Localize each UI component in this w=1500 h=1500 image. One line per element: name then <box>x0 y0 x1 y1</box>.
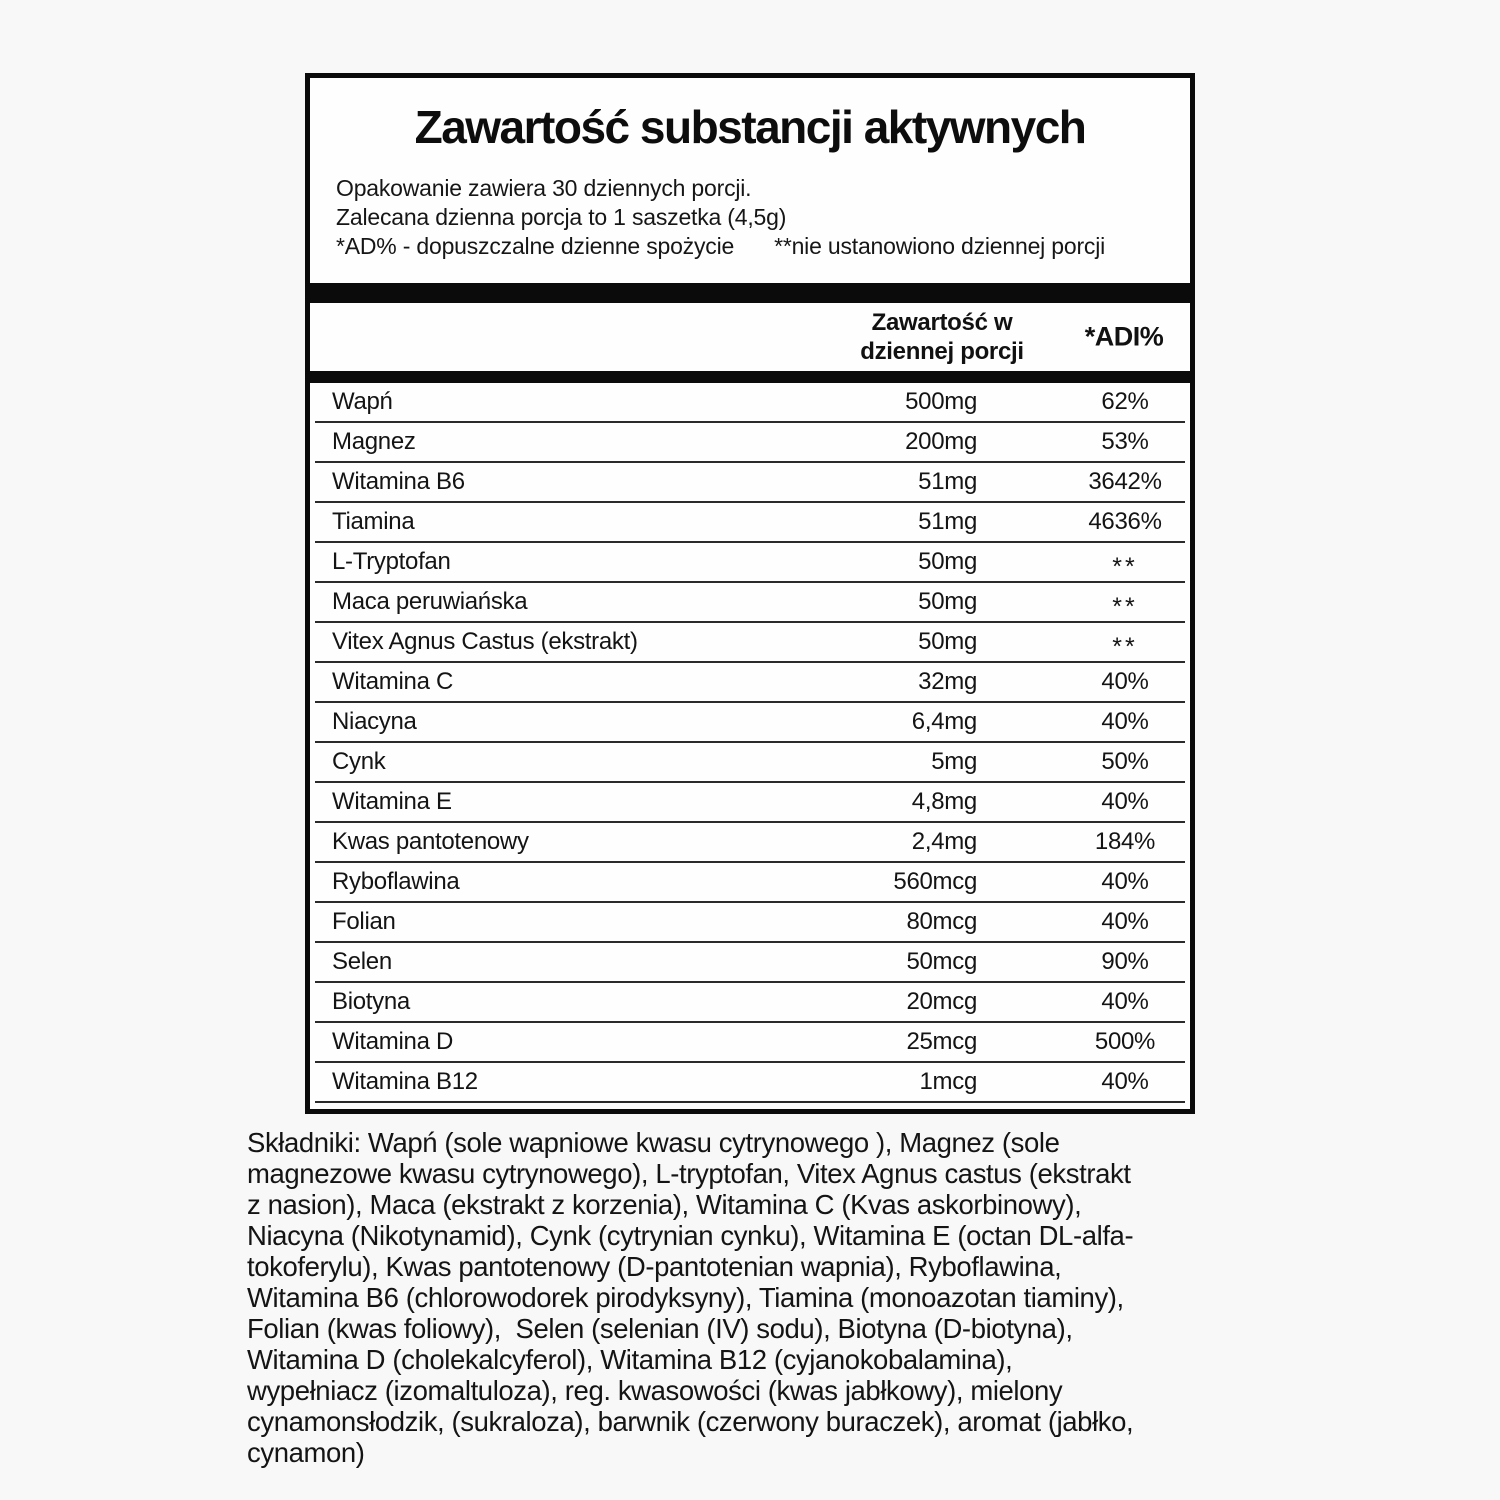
nutrient-amount: 50mcg <box>906 948 977 975</box>
nutrient-amount: 6,4mg <box>911 708 977 735</box>
ingredients-line: Folian (kwas foliowy), Selen (selenian (IV) sodu), Biotyna (D-biotyna), <box>247 1313 1073 1344</box>
nutrient-adi: 184% <box>1094 828 1156 855</box>
nutrient-adi: 40% <box>1101 668 1149 695</box>
table-row <box>315 783 1185 823</box>
table-row <box>315 903 1185 943</box>
nutrient-name: Witamina B6 <box>332 468 465 495</box>
servings-per-pack-line: Opakowanie zawiera 30 dziennych porcji. <box>336 175 752 201</box>
nutrient-adi: 40% <box>1101 908 1149 935</box>
nutrient-adi: 90% <box>1101 948 1149 975</box>
nutrient-name: Magnez <box>332 428 416 455</box>
nutrient-adi: 62% <box>1101 388 1149 415</box>
nutrient-amount: 50mg <box>918 588 977 615</box>
nutrient-table-body <box>315 383 1185 1103</box>
nutrient-name: Witamina D <box>332 1028 454 1055</box>
nutrient-adi: ** <box>1112 632 1138 661</box>
panel-title: Zawartość substancji aktywnych <box>414 101 1086 153</box>
nutrient-name: Witamina E <box>332 788 452 815</box>
nutrient-adi: 40% <box>1101 788 1149 815</box>
nutrient-adi: 4636% <box>1088 508 1162 535</box>
table-row <box>315 983 1185 1023</box>
nutrient-name: Biotyna <box>332 988 410 1015</box>
nutrient-amount: 2,4mg <box>911 828 977 855</box>
divider-bar-header <box>310 371 1190 383</box>
table-row <box>315 823 1185 863</box>
table-header <box>310 303 1190 371</box>
nutrient-adi: 40% <box>1101 988 1149 1015</box>
ingredients-line: magnezowe kwasu cytrynowego), L-tryptofan, Vitex Agnus castus (ekstrakt <box>247 1158 1131 1189</box>
table-row <box>315 1063 1185 1103</box>
table-row <box>315 503 1185 543</box>
table-row <box>315 463 1185 503</box>
footnote-adi: *AD% - dopuszczalne dzienne spożycie <box>336 233 735 259</box>
nutrient-amount: 50mg <box>918 548 977 575</box>
ingredients-line: cynamon) <box>247 1437 365 1468</box>
nutrient-amount: 1mcg <box>919 1068 977 1095</box>
nutrient-adi: 500% <box>1094 1028 1156 1055</box>
nutrient-amount: 560mcg <box>893 868 977 895</box>
nutrient-amount: 5mg <box>931 748 977 775</box>
nutrient-name: Ryboflawina <box>332 868 460 895</box>
ingredients-line: wypełniacz (izomaltuloza), reg. kwasowości (kwas jabłkowy), mielony <box>247 1375 1063 1406</box>
ingredients-line: cynamonsłodzik, (sukraloza), barwnik (czerwony buraczek), aromat (jabłko, <box>247 1406 1134 1437</box>
nutrient-adi: ** <box>1112 552 1138 581</box>
nutrient-amount: 20mcg <box>906 988 977 1015</box>
ingredients-line: z nasion), Maca (ekstrakt z korzenia), Witamina C (Kvas askorbinowy), <box>247 1189 1082 1220</box>
nutrient-name: Vitex Agnus Castus (ekstrakt) <box>332 628 638 655</box>
table-row <box>315 423 1185 463</box>
nutrient-name: Maca peruwiańska <box>332 588 528 615</box>
nutrient-amount: 500mg <box>905 388 977 415</box>
active-substances-panel <box>305 73 1195 1114</box>
nutrient-adi: 40% <box>1101 1068 1149 1095</box>
table-row <box>315 703 1185 743</box>
nutrient-adi: 40% <box>1101 708 1149 735</box>
ingredients-line: Składniki: Wapń (sole wapniowe kwasu cytrynowego ), Magnez (sole <box>247 1127 1060 1158</box>
nutrient-amount: 51mg <box>918 508 977 535</box>
nutrient-adi: ** <box>1112 592 1138 621</box>
nutrient-amount: 4,8mg <box>911 788 977 815</box>
nutrient-adi: 53% <box>1101 428 1149 455</box>
table-row <box>315 543 1185 583</box>
divider-bar-top <box>310 283 1190 303</box>
footnote-no-portion: **nie ustanowiono dziennej porcji <box>774 233 1106 259</box>
nutrient-adi: 3642% <box>1088 468 1162 495</box>
ingredients-line: Witamina B6 (chlorowodorek pirodyksyny), Tiamina (monoazotan tiaminy), <box>247 1282 1124 1313</box>
nutrient-amount: 25mcg <box>906 1028 977 1055</box>
nutrient-amount: 51mg <box>918 468 977 495</box>
ingredients-paragraph <box>247 1127 1317 1468</box>
nutrient-name: Kwas pantotenowy <box>332 828 529 855</box>
nutrient-name: L-Tryptofan <box>332 548 451 575</box>
footnotes-line <box>336 232 1190 261</box>
nutrient-amount: 80mcg <box>906 908 977 935</box>
nutrient-name: Niacyna <box>332 708 417 735</box>
serving-size-line: Zalecana dzienna porcja to 1 saszetka (4,5g) <box>336 204 787 230</box>
nutrient-name: Selen <box>332 948 392 975</box>
ingredients-line: Niacyna (Nikotynamid), Cynk (cytrynian cynku), Witamina E (octan DL-alfa- <box>247 1220 1134 1251</box>
serving-info <box>336 174 1190 261</box>
nutrient-amount: 32mg <box>918 668 977 695</box>
nutrient-name: Witamina B12 <box>332 1068 478 1095</box>
adi-column-header: *ADI% <box>1084 321 1164 352</box>
ingredients-line: tokoferylu), Kwas pantotenowy (D-pantotenian wapnia), Ryboflawina, <box>247 1251 1062 1282</box>
nutrient-adi: 40% <box>1101 868 1149 895</box>
ingredients-line: Witamina D (cholekalcyferol), Witamina B12 (cyjanokobalamina), <box>247 1344 1013 1375</box>
nutrient-name: Tiamina <box>332 508 415 535</box>
table-row <box>315 383 1185 423</box>
table-row <box>315 743 1185 783</box>
nutrient-amount: 50mg <box>918 628 977 655</box>
nutrient-name: Folian <box>332 908 396 935</box>
nutrient-amount: 200mg <box>905 428 977 455</box>
nutrient-adi: 50% <box>1101 748 1149 775</box>
table-row <box>315 863 1185 903</box>
table-row <box>315 943 1185 983</box>
nutrient-name: Witamina C <box>332 668 454 695</box>
table-row <box>315 583 1185 623</box>
table-row <box>315 1023 1185 1063</box>
nutrient-name: Wapń <box>332 388 393 415</box>
nutrient-name: Cynk <box>332 748 386 775</box>
table-row <box>315 623 1185 663</box>
table-row <box>315 663 1185 703</box>
amount-column-header: Zawartość w dziennej porcji <box>860 309 1024 365</box>
